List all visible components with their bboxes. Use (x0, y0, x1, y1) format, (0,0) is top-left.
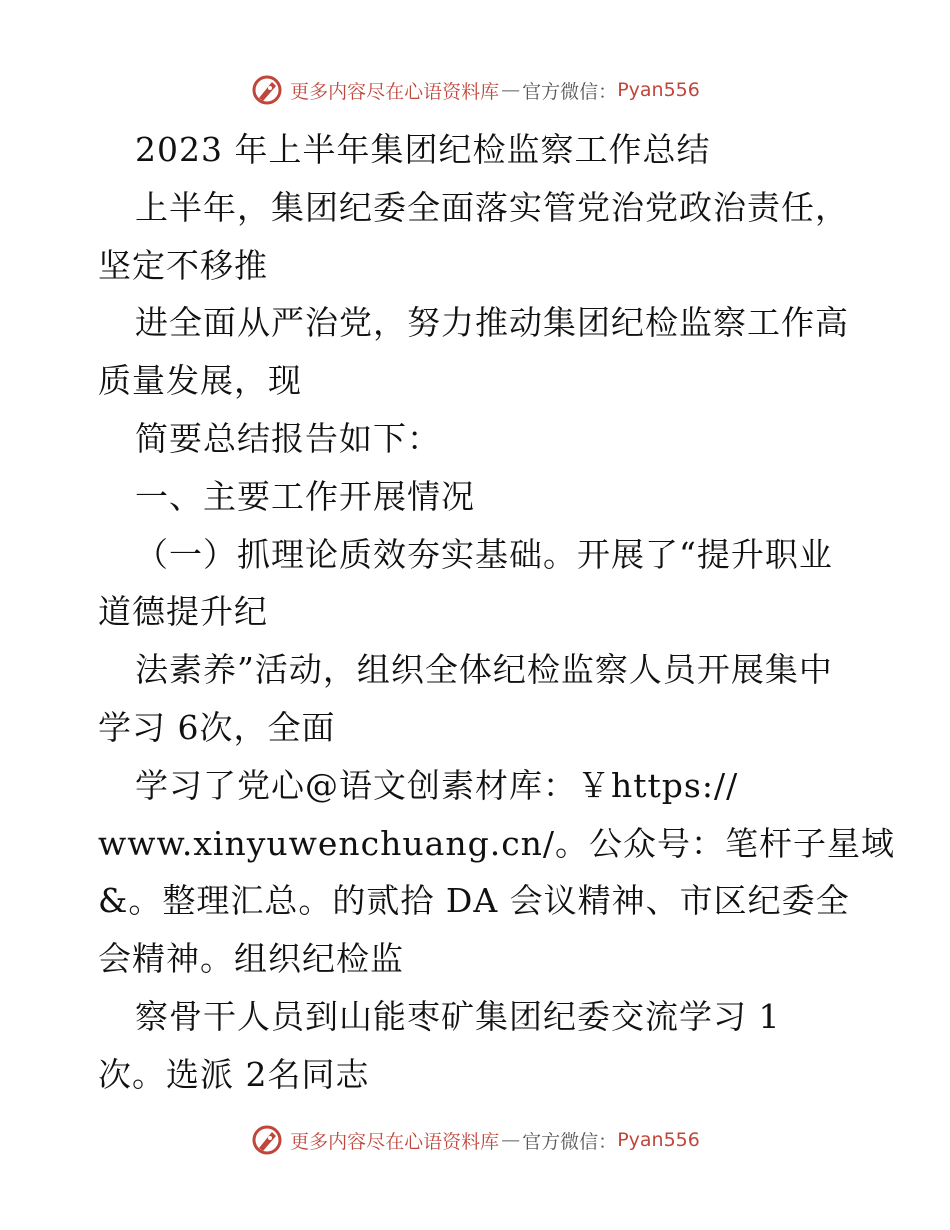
text-line: 上半年，集团纪委全面落实管党治党政治责任， (135, 187, 849, 227)
text-line: 质量发展，现 (98, 361, 302, 401)
text-line: 简要总结报告如下： (135, 418, 441, 458)
text-line: 会精神。组织纪检监 (98, 939, 404, 979)
text-line: 察骨干人员到山能枣矿集团纪委交流学习 1 (135, 996, 781, 1036)
section-heading: 一、主要工作开展情况 (135, 476, 475, 516)
watermark-id: Pyan556 (617, 79, 700, 101)
watermark-dash: — (501, 79, 521, 101)
text-line: 学习了党心@语文创素材库：￥https:// (135, 765, 739, 805)
header-watermark (0, 70, 950, 110)
watermark-official: 官方微信： (522, 1130, 618, 1153)
watermark-brand: 更多内容尽在心语资料库 (290, 1130, 500, 1153)
watermark-dash: — (501, 1129, 521, 1151)
text-line: 法素养”活动，组织全体纪检监察人员开展集中 (135, 650, 833, 690)
text-line: 进全面从严治党，努力推动集团纪检监察工作高 (135, 303, 849, 343)
watermark-brand: 更多内容尽在心语资料库 (290, 80, 500, 103)
text-line: &。整理汇总。的贰拾 DA 会议精神、市区纪委全 (98, 881, 850, 921)
watermark-official: 官方微信： (522, 80, 618, 103)
text-line: 道德提升纪 (98, 592, 268, 632)
pen-nib-circle-icon (250, 1123, 284, 1157)
text-line: 次。选派 2名同志 (98, 1054, 370, 1094)
text-line: www.xinyuwenchuang.cn/。公众号：笔杆子星域 (98, 823, 896, 863)
text-line: 坚定不移推 (98, 245, 268, 285)
watermark-id: Pyan556 (617, 1129, 700, 1151)
text-line: 学习 6次，全面 (98, 707, 336, 747)
footer-watermark (0, 1120, 950, 1160)
subsection-heading: （一）抓理论质效夯实基础。开展了“提升职业 (135, 534, 833, 574)
document-body (98, 121, 896, 1104)
document-title: 2023 年上半年集团纪检监察工作总结 (135, 130, 711, 169)
pen-nib-circle-icon (250, 73, 284, 107)
